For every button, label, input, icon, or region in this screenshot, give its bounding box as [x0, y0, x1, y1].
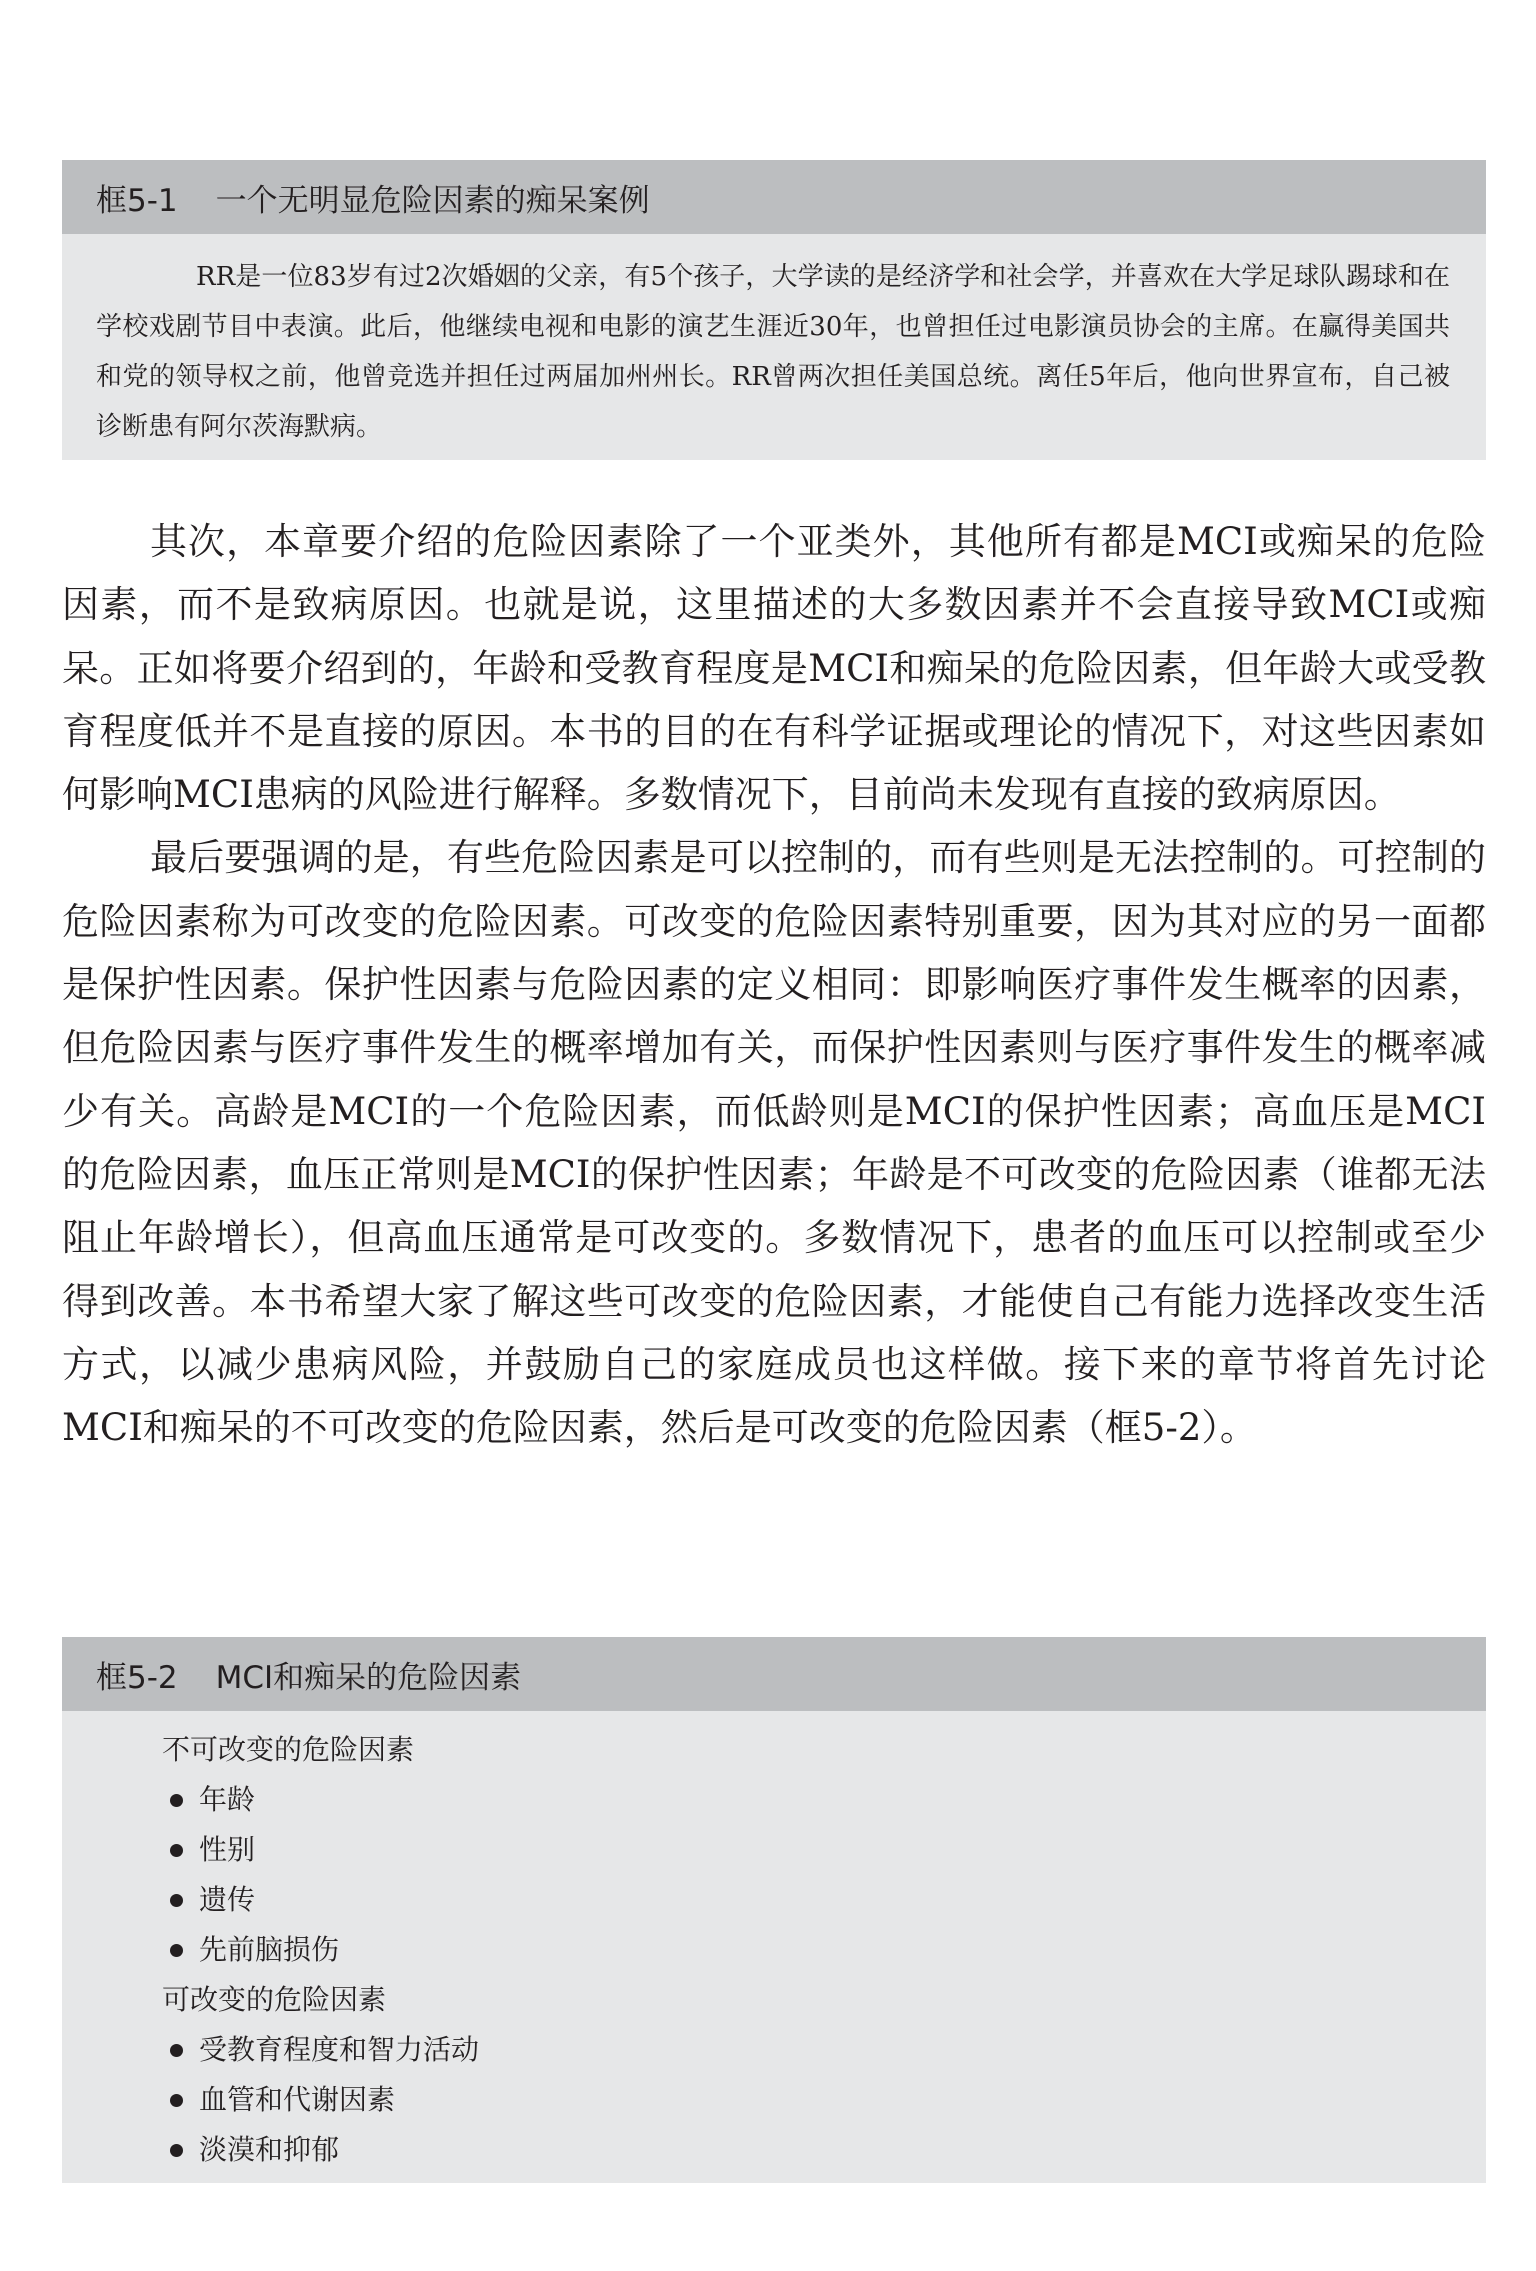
list-item-label: 先前脑损伤	[199, 1933, 340, 1966]
list-item-label: 血管和代谢因素	[199, 2083, 396, 2116]
list-item	[162, 2025, 1486, 2075]
box-5-2-title: MCI和痴呆的危险因素	[215, 1659, 522, 1696]
bullet-icon	[170, 1944, 183, 1957]
list-item-label: 年龄	[199, 1783, 256, 1816]
box-5-1-number: 框5-1	[96, 182, 178, 219]
list-item-label: 受教育程度和智力活动	[199, 2033, 480, 2066]
bullet-icon	[170, 2144, 183, 2157]
list-item	[162, 2075, 1486, 2125]
box-5-1	[62, 160, 1486, 460]
list-item	[162, 1925, 1486, 1975]
main-text	[62, 510, 1486, 1459]
list-item-label: 淡漠和抑郁	[199, 2133, 340, 2166]
box-5-1-header	[62, 160, 1486, 234]
box-5-2-number: 框5-2	[96, 1659, 178, 1696]
box-5-2-body	[62, 1711, 1486, 2175]
list-item	[162, 1825, 1486, 1875]
list-item-label: 遗传	[199, 1883, 256, 1916]
nonmodifiable-list	[162, 1775, 1486, 1975]
list-item	[162, 1775, 1486, 1825]
bullet-icon	[170, 2044, 183, 2057]
box-5-2-header	[62, 1637, 1486, 1711]
list-item	[162, 1875, 1486, 1925]
paragraph-2: 最后要强调的是，有些危险因素是可以控制的，而有些则是无法控制的。可控制的危险因素称为可改变的危险因素。可改变的危险因素特别重要，因为其对应的另一面都是保护性因素。保护性因素与危险因素的定义相同：即影响医疗事件发生概率的因素，但危险因素与医疗事件发生的概率增加有关，而保护性因素则与医疗事件发生的概率减少有关。高龄是MCI的一个危险因素，而低龄则是MCI的保护性因素；高血压是MCI的危险因素，血压正常则是MCI的保护性因素；年龄是不可改变的危险因素（谁都无法阻止年龄增长），但高血压通常是可改变的。多数情况下，患者的血压可以控制或至少得到改善。本书希望大家了解这些可改变的危险因素，才能使自己有能力选择改变生活方式，以减少患病风险，并鼓励自己的家庭成员也这样做。接下来的章节将首先讨论MCI和痴呆的不可改变的危险因素，然后是可改变的危险因素（框5-2）。	[62, 836, 1486, 1450]
bullet-icon	[170, 2094, 183, 2107]
bullet-icon	[170, 1844, 183, 1857]
list-item-label: 性别	[199, 1833, 256, 1866]
modifiable-list	[162, 2025, 1486, 2175]
paragraph-1: 其次，本章要介绍的危险因素除了一个亚类外，其他所有都是MCI或痴呆的危险因素，而不是致病原因。也就是说，这里描述的大多数因素并不会直接导致MCI或痴呆。正如将要介绍到的，年龄和受教育程度是MCI和痴呆的危险因素，但年龄大或受教育程度低并不是直接的原因。本书的目的在有科学证据或理论的情况下，对这些因素如何影响MCI患病的风险进行解释。多数情况下，目前尚未发现有直接的致病原因。	[62, 520, 1486, 817]
box-5-2	[62, 1637, 1486, 2183]
box-5-1-title: 一个无明显危险因素的痴呆案例	[215, 182, 650, 219]
list-item	[162, 2125, 1486, 2175]
box-5-1-body: RR是一位83岁有过2次婚姻的父亲，有5个孩子，大学读的是经济学和社会学，并喜欢在大学足球队踢球和在学校戏剧节目中表演。此后，他继续电视和电影的演艺生涯近30年，也曾担任过电影演员协会的主席。在赢得美国共和党的领导权之前，他曾竞选并担任过两届加州州长。RR曾两次担任美国总统。离任5年后，他向世界宣布，自己被诊断患有阿尔茨海默病。	[96, 262, 1450, 442]
modifiable-label: 可改变的危险因素	[162, 1983, 387, 2016]
nonmodifiable-label: 不可改变的危险因素	[162, 1733, 415, 1766]
bullet-icon	[170, 1794, 183, 1807]
bullet-icon	[170, 1894, 183, 1907]
